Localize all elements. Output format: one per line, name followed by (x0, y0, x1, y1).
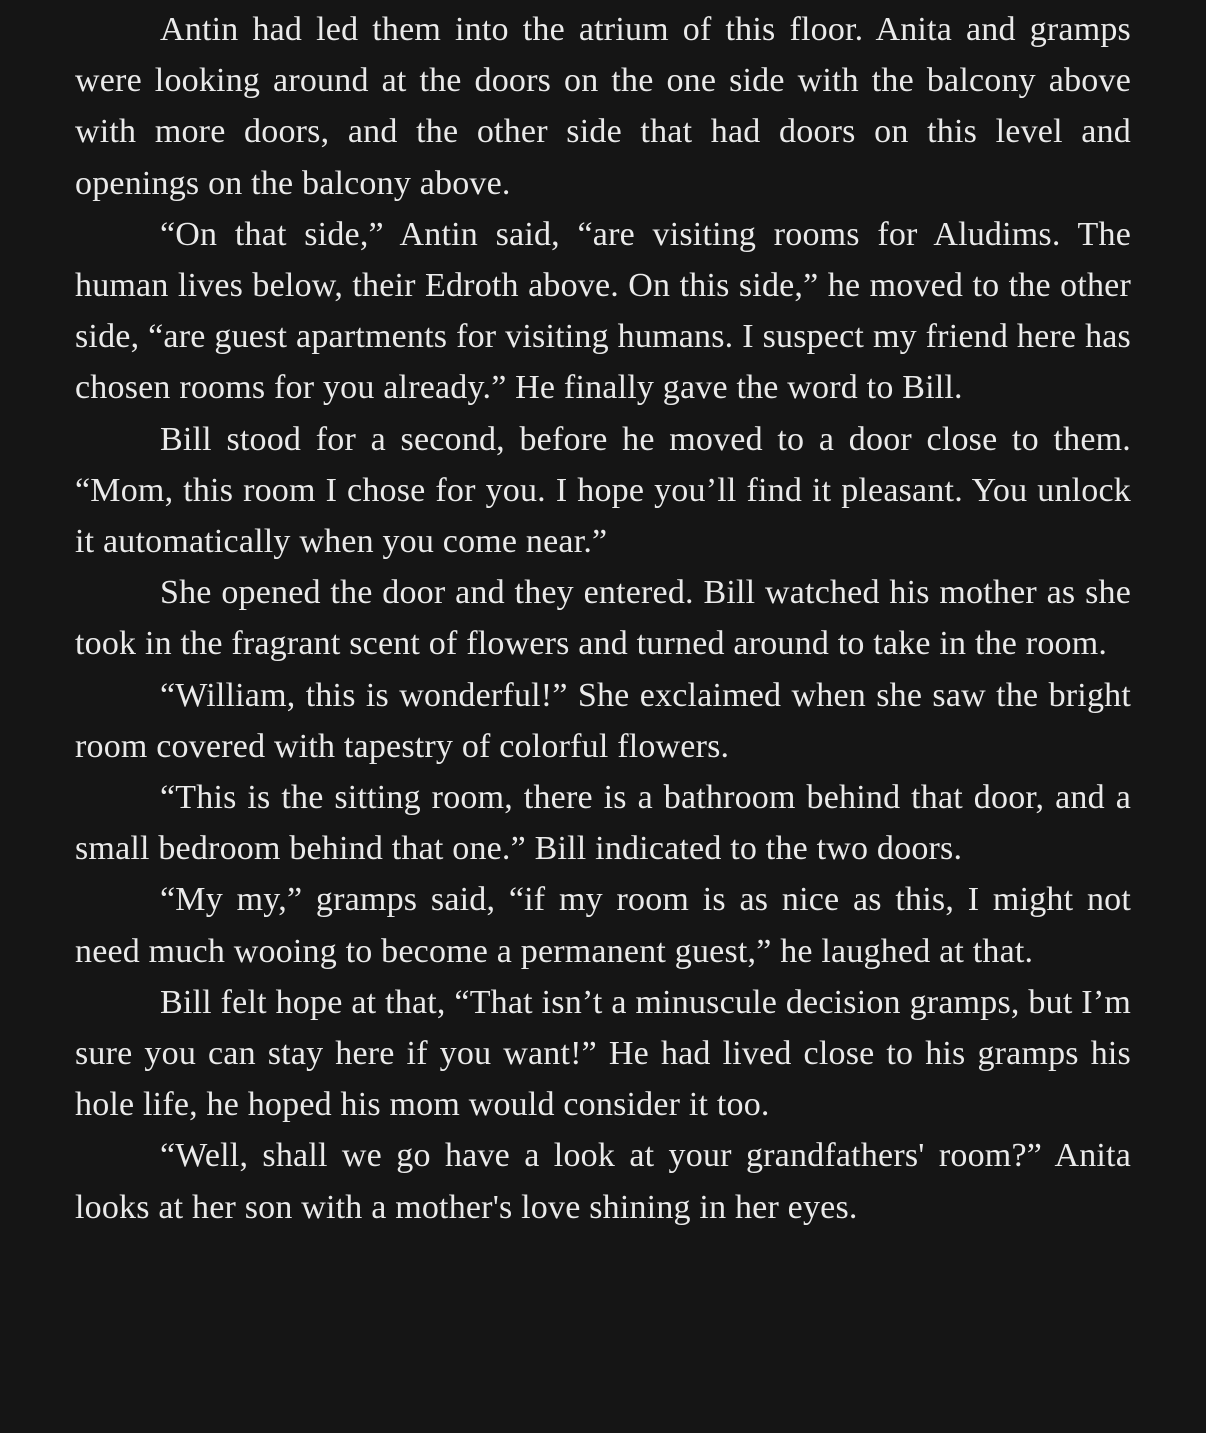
paragraph: She opened the door and they entered. Bill watched his mother as she took in the fragrant scent of flowers and turned around to take in the room. (75, 574, 1131, 663)
paragraph: “William, this is wonderful!” She exclaimed when she saw the bright room covered with tapestry of colorful flowers. (75, 676, 1131, 765)
paragraph: Antin had led them into the atrium of this floor. Anita and gramps were looking around at the doors on the one side with the balcony above with more doors, and the other side that had doors on this level and openings on the balcony above. (75, 11, 1131, 202)
paragraph: “This is the sitting room, there is a bathroom behind that door, and a small bedroom behind that one.” Bill indicated to the two doors. (75, 779, 1131, 868)
paragraph: “My my,” gramps said, “if my room is as nice as this, I might not need much wooing to become a permanent guest,” he laughed at that. (75, 881, 1131, 970)
paragraph: “On that side,” Antin said, “are visiting rooms for Aludims. The human lives below, their Edroth above. On this side,” he moved to the other side, “are guest apartments for visiting humans. I suspect my friend here has chosen rooms for you already.” He finally gave the word to Bill. (75, 215, 1131, 407)
paragraph: Bill felt hope at that, “That isn’t a minuscule decision gramps, but I’m sure you can stay here if you want!” He had lived close to his gramps his hole life, he hoped his mom would consider it too. (75, 983, 1131, 1124)
paragraph: “Well, shall we go have a look at your grandfathers' room?” Anita looks at her son with a mother's love shining in her eyes. (75, 1137, 1131, 1226)
paragraph: Bill stood for a second, before he moved to a door close to them. “Mom, this room I chose for you. I hope you’ll find it pleasant. You unlock it automatically when you come near.” (75, 420, 1131, 561)
